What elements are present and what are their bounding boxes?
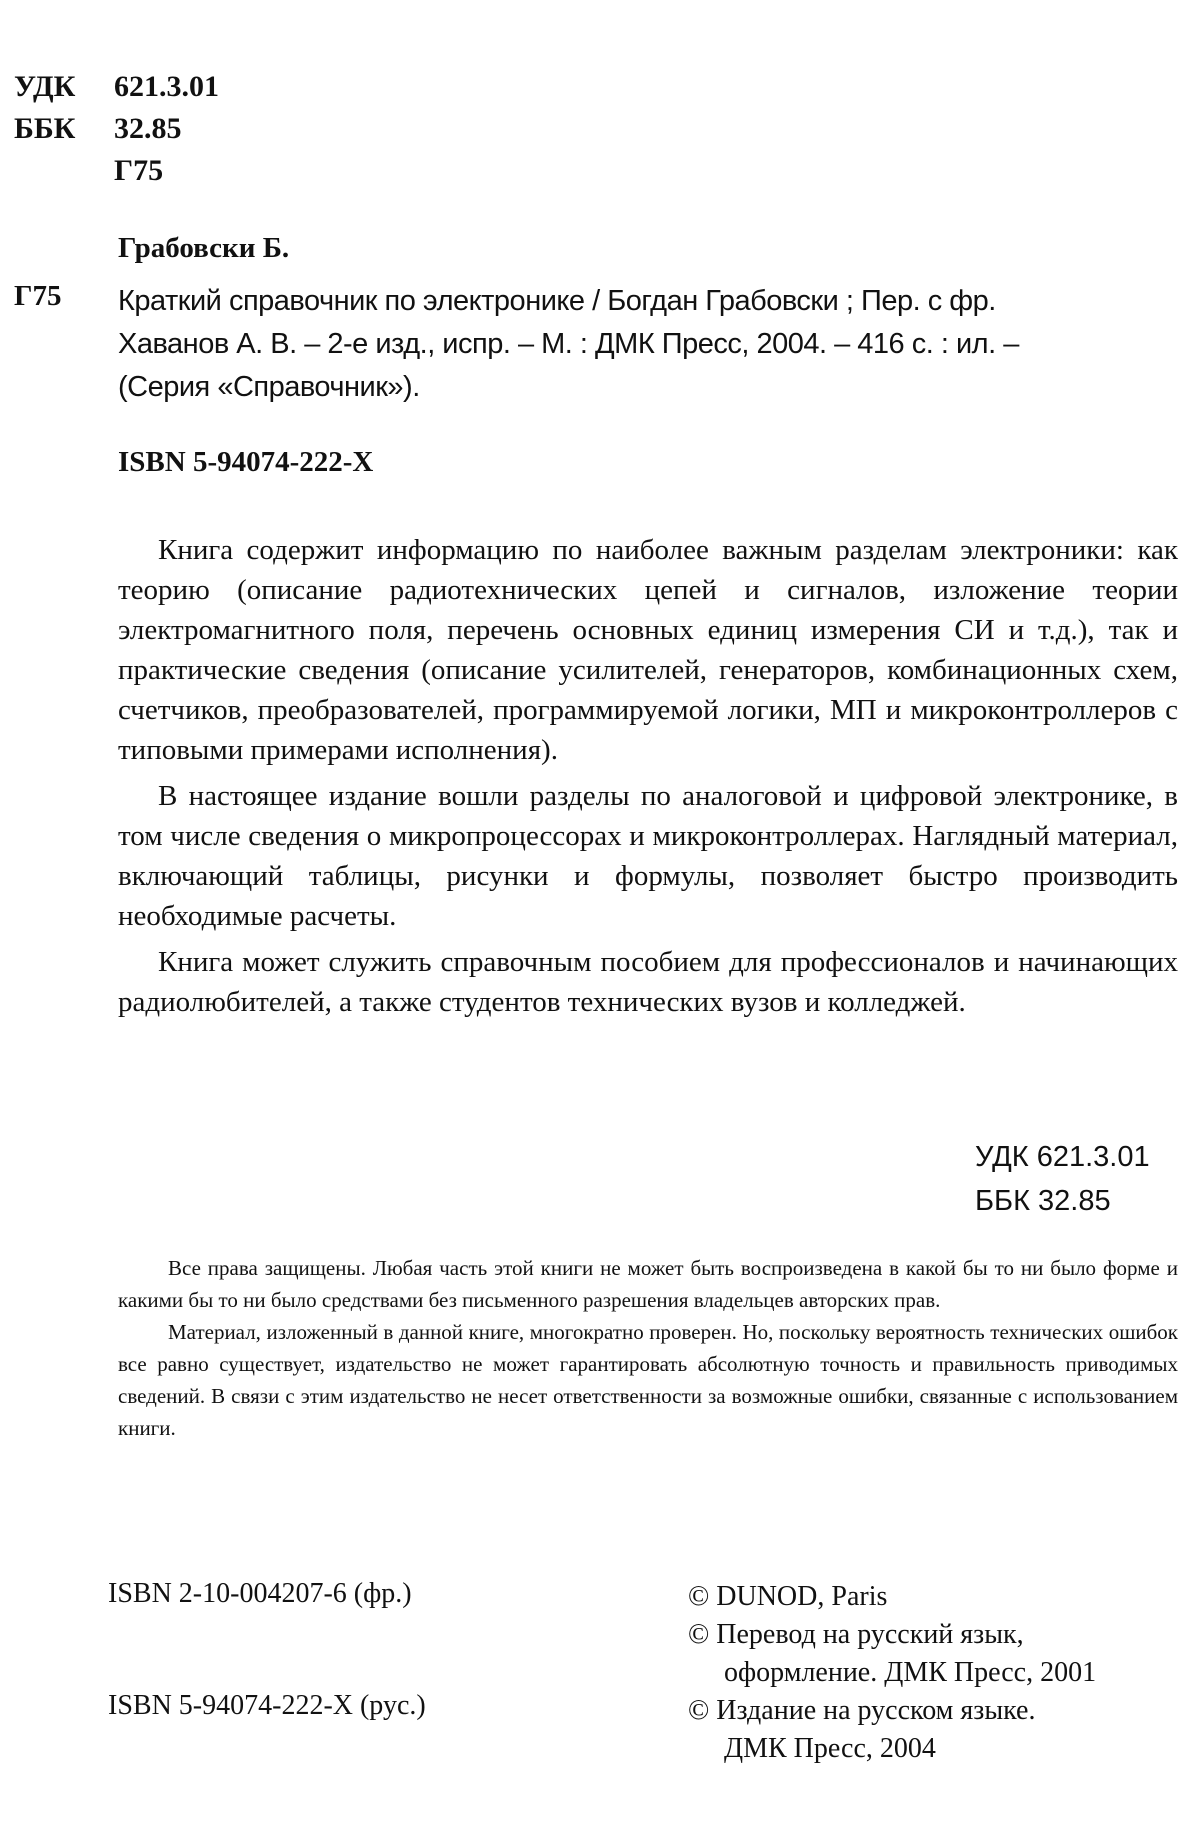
author-mark-row <box>14 150 219 192</box>
bbk-right: ББК 32.85 <box>975 1185 1111 1217</box>
book-author: Грабовски Б. <box>118 232 290 264</box>
bib-line: Хаванов А. В. – 2-е изд., испр. – М. : ДМК Пресс, 2004. – 416 с. : ил. – <box>118 328 1019 360</box>
rights-paragraph: Все права защищены. Любая часть этой книги не может быть воспроизведена в какой бы то ни было форме и какими бы то ни было средствами без письменного разрешения владельцев авторских прав. <box>118 1256 1178 1312</box>
rights-notice <box>118 1252 1178 1444</box>
author-mark: Г75 <box>114 154 164 187</box>
bib-line: Краткий справочник по электронике / Богдан Грабовски ; Пер. с фр. <box>118 285 996 317</box>
bib-line: (Серия «Справочник»). <box>118 371 420 403</box>
isbn-russian: ISBN 5-94074-222-X (рус.) <box>108 1690 426 1721</box>
copyright-line: оформление. ДМК Пресс, 2001 <box>724 1657 1097 1688</box>
rights-paragraph: Материал, изложенный в данной книге, многократно проверен. Но, поскольку вероятность технических ошибок все равно существует, издательство не может гарантировать абсолютную точность и правильность приводимых сведений. В связи с этим издательство не несет ответственности за возможные ошибки, связанные с использованием книги. <box>118 1320 1178 1440</box>
copyright-line: © DUNOD, Paris <box>688 1581 888 1612</box>
author-mark-side: Г75 <box>14 280 62 312</box>
classification-right <box>975 1135 1150 1223</box>
book-description <box>118 530 1178 1028</box>
classification-block <box>14 66 219 192</box>
bbk-value: 32.85 <box>114 112 182 145</box>
copyright-block <box>688 1578 1188 1768</box>
isbn-main: ISBN 5-94074-222-X <box>118 446 374 478</box>
bbk-row <box>14 108 219 150</box>
copyright-line: © Издание на русском языке. <box>688 1695 1036 1726</box>
bbk-label: ББК <box>14 112 76 145</box>
udk-label: УДК <box>14 70 76 103</box>
udk-right: УДК 621.3.01 <box>975 1141 1150 1173</box>
isbn-french: ISBN 2-10-004207-6 (фр.) <box>108 1578 412 1609</box>
bibliographic-description <box>118 280 1178 409</box>
udk-row <box>14 66 219 108</box>
copyright-line: ДМК Пресс, 2004 <box>724 1733 936 1764</box>
description-paragraph: В настоящее издание вошли разделы по аналоговой и цифровой электронике, в том числе сведения о микропроцессорах и микроконтроллерах. Наглядный материал, включающий таблицы, рисунки и формулы, позволяет быстро производить необходимые расчеты. <box>118 780 1178 932</box>
udk-value: 621.3.01 <box>114 70 219 103</box>
description-paragraph: Книга может служить справочным пособием для профессионалов и начинающих радиолюбителей, а также студентов технических вузов и колледжей. <box>118 946 1178 1018</box>
description-paragraph: Книга содержит информацию по наиболее важным разделам электроники: как теорию (описание радиотехнических цепей и сигналов, изложение теории электромагнитного поля, перечень основных единиц измерения СИ и т.д.), так и практические сведения (описание усилителей, генераторов, комбинационных схем, счетчиков, преобразователей, программируемой логики, МП и микроконтроллеров с типовыми примерами исполнения). <box>118 534 1178 766</box>
copyright-line: © Перевод на русский язык, <box>688 1619 1024 1650</box>
